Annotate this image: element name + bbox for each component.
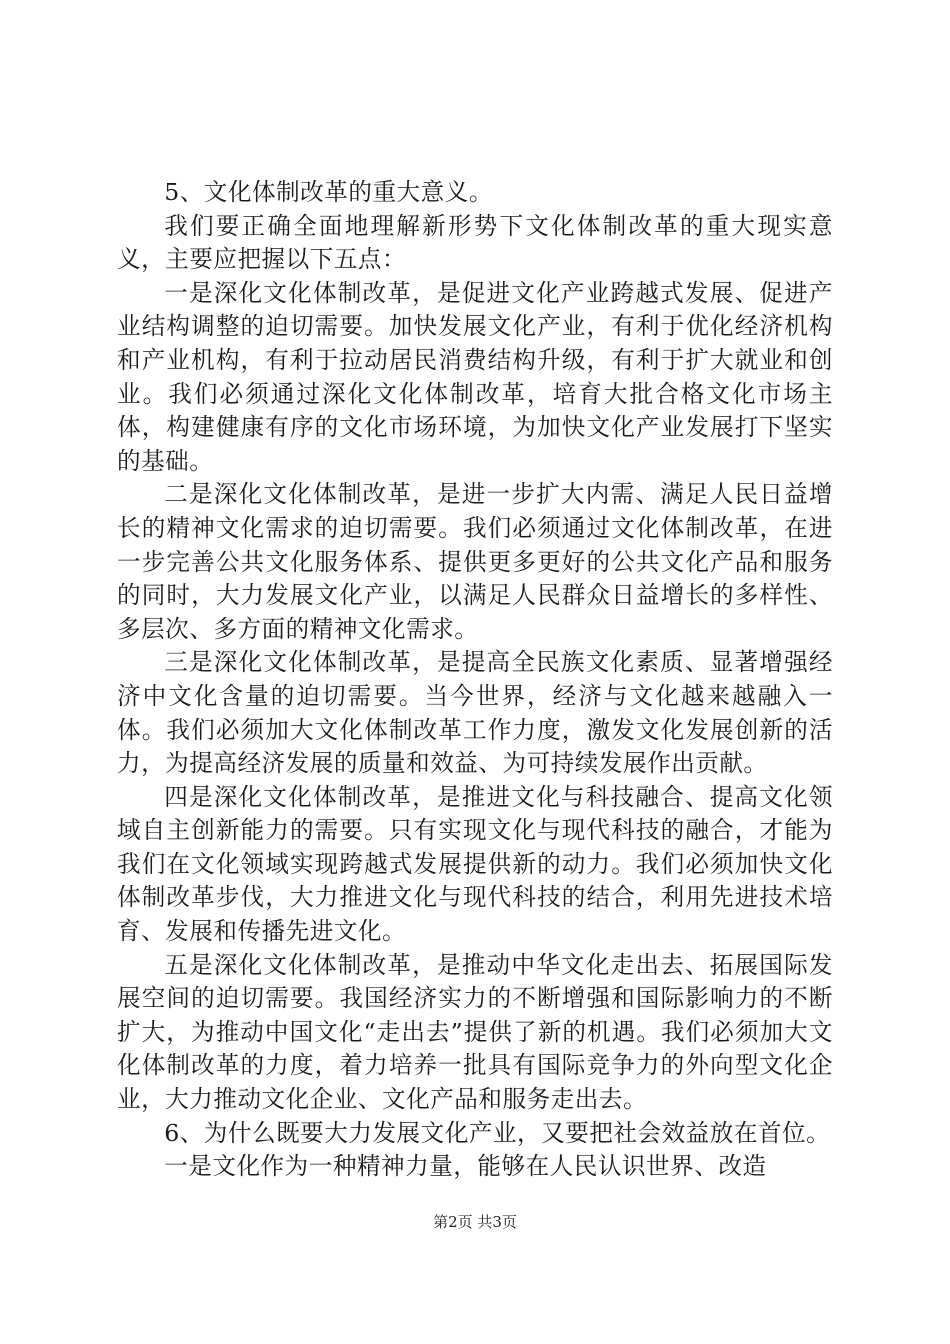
- document-body: [117, 176, 833, 1184]
- paragraph-intro: 我们要正确全面地理解新形势下文化体制改革的重大现实意义，主要应把握以下五点：: [117, 211, 833, 274]
- paragraph-point-1: 一是深化文化体制改革，是促进文化产业跨越式发展、促进产业结构调整的迫切需要。加快发展文化产业，有利于优化经济机构和产业机构，有利于拉动居民消费结构升级，有利于扩大就业和创业。我们必须通过深化文化体制改革，培育大批合格文化市场主体，构建健康有序的文化市场环境，为加快文化产业发展打下坚实的基础。: [117, 278, 833, 475]
- paragraph-point-4: 四是深化文化体制改革，是推进文化与科技融合、提高文化领域自主创新能力的需要。只有实现文化与现代科技的融合，才能为我们在文化领域实现跨越式发展提供新的动力。我们必须加快文化体制改革步伐，大力推进文化与现代科技的结合，利用先进技术培育、发展和传播先进文化。: [117, 782, 833, 946]
- section-heading-6: 6、为什么既要大力发展文化产业，又要把社会效益放在首位。: [164, 1118, 831, 1147]
- paragraph-point-5: 五是深化文化体制改革，是推动中华文化走出去、拓展国际发展空间的迫切需要。我国经济实力的不断增强和国际影响力的不断扩大，为推动中国文化“走出去”提供了新的机遇。我们必须加大文化体制改革的力度，着力培养一批具有国际竞争力的外向型文化企业，大力推动文化企业、文化产品和服务走出去。: [117, 950, 833, 1114]
- paragraph-point-2: 二是深化文化体制改革，是进一步扩大内需、满足人民日益增长的精神文化需求的迫切需要。我们必须通过文化体制改革，在进一步完善公共文化服务体系、提供更多更好的公共文化产品和服务的同时，大力发展文化产业，以满足人民群众日益增长的多样性、多层次、多方面的精神文化需求。: [117, 480, 833, 643]
- page-footer: 第2页 共3页: [433, 1213, 517, 1231]
- paragraph-continuation: 一是文化作为一种精神力量，能够在人民认识世界、改造: [164, 1152, 767, 1181]
- section-heading-5: 5、文化体制改革的重大意义。: [164, 178, 493, 206]
- paragraph-point-3: 三是深化文化体制改革，是提高全民族文化素质、显著增强经济中文化含量的迫切需要。当今世界，经济与文化越来越融入一体。我们必须加大文化体制改革工作力度，激发文化发展创新的活力，为提高经济发展的质量和效益、为可持续发展作出贡献。: [117, 648, 833, 778]
